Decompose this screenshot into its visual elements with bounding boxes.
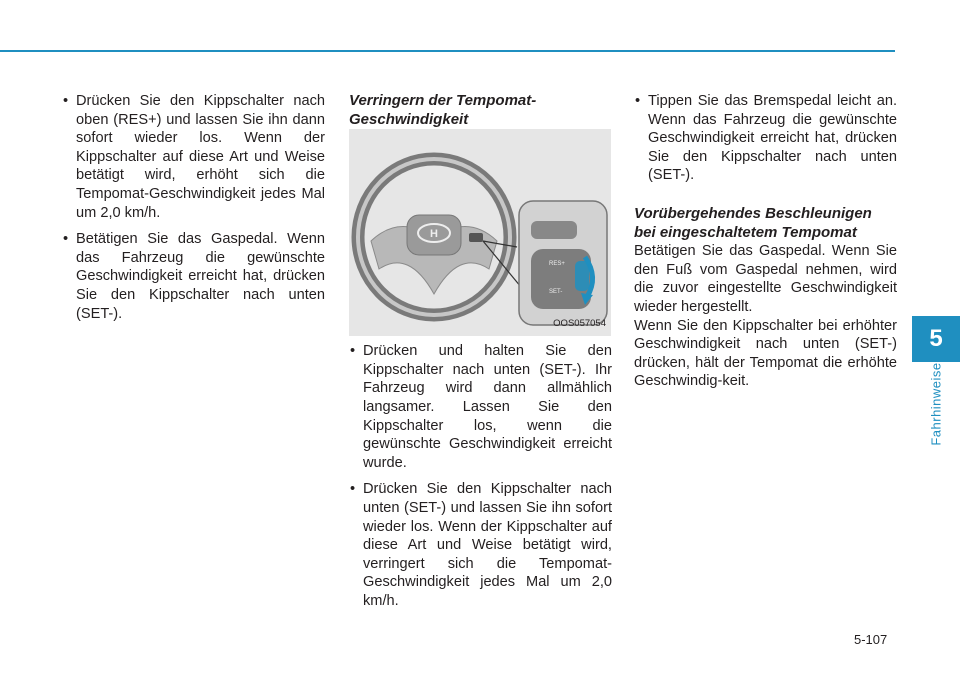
res-label: RES+	[549, 261, 565, 268]
list-item: • Drücken Sie den Kippschalter nach unten (SET-) und lassen Sie ihn sofort wieder los. Wenn der Kippschalter auf diese Art und Weise betätigt wird, verringert sich die Tempomat-Geschwindigkeit jedes Mal um 2,0 km/h.	[349, 480, 612, 610]
header-rule	[0, 50, 895, 52]
column-left	[62, 92, 325, 331]
column-middle	[349, 92, 612, 619]
list-item: • Drücken Sie den Kippschalter nach oben (RES+) und lassen Sie ihn dann sofort wieder los. Wenn der Kippschalter auf diese Art und Weise betätigt wird, erhöht sich die Tempomat-Geschwindigkeit jedes Mal um 2,0 km/h.	[62, 92, 325, 222]
column-right	[634, 92, 897, 391]
list-item: • Drücken und halten Sie den Kippschalter nach unten (SET-). Ihr Fahrzeug wird dann allmählich langsamer. Lassen Sie den Kippschalter los, wenn die gewünschte Geschwindigkeit erreicht wurde.	[349, 342, 612, 472]
bullet-list-right	[634, 92, 897, 185]
svg-text:H: H	[430, 228, 438, 241]
set-label: SET-	[549, 289, 563, 296]
page-number: 5-107	[854, 632, 888, 647]
bullet-list-left	[62, 92, 325, 323]
steering-wheel-figure	[349, 129, 611, 336]
chapter-name: Fahrhinweise	[928, 362, 944, 446]
list-item: • Betätigen Sie das Gaspedal. Wenn das Fahrzeug die gewünschte Geschwindigkeit erreicht hat, drücken Sie den Kippschalter nach unten (SET-).	[62, 230, 325, 323]
chapter-number-tab: 5	[912, 316, 960, 362]
bullet-list-middle	[349, 342, 612, 610]
figure-code: OOS057054	[553, 317, 606, 329]
list-item: • Tippen Sie das Bremspedal leicht an. Wenn das Fahrzeug die gewünschte Geschwindigkeit erreicht hat, drücken Sie den Kippschalter nach unten (SET-).	[634, 92, 897, 185]
steering-wheel-illustration	[349, 129, 611, 336]
paragraph: Wenn Sie den Kippschalter bei erhöhter Geschwindigkeit nach unten (SET-) drücken, hält der Tempomat die erhöhte Geschwindig-keit.	[634, 317, 897, 390]
paragraph: Betätigen Sie das Gaspedal. Wenn Sie den Fuß vom Gaspedal nehmen, wird die zuvor eingestellte Geschwindigkeit wieder hergestellt.	[634, 243, 897, 315]
section-heading-decrease-speed: Verringern der Tempomat-Geschwindigkeit	[349, 92, 537, 128]
section-heading-temporary-acceleration: Vorübergehendes Beschleunigen bei eingeschaltetem Tempomat	[634, 204, 872, 241]
